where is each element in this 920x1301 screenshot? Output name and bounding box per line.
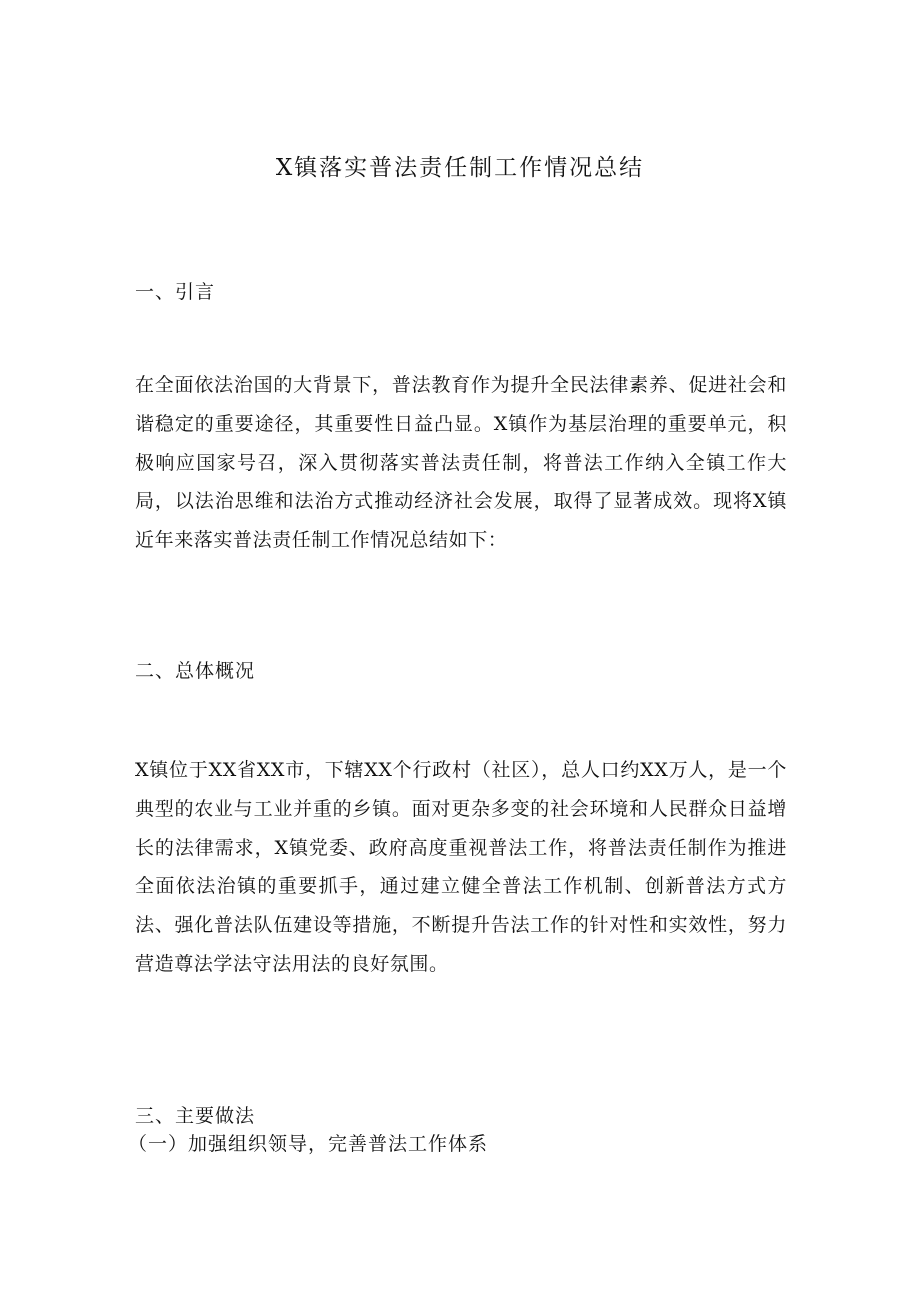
section-heading-overview: 二、总体概况 [135, 660, 256, 682]
section-heading-main-practices: 三、主要做法 [135, 1105, 256, 1127]
section-paragraph-overview: X镇位于XX省XX市，下辖XX个行政村（社区），总人口约XX万人，是一个典型的农业与工业并重的乡镇。面对更杂多变的社会环境和人民群众日益增长的法律需求，X镇党委、政府高度重视普法工作，将普法责任制作为推进全面依法治镇的重要抓手，通过建立健全普法工作机制、创新普法方式方法、强化普法队伍建设等措施，不断提升告法工作的针对性和实效性，努力营造尊法学法守法用法的良好氛围。 [135, 759, 787, 975]
document-title: X镇落实普法责任制工作情况总结 [275, 155, 645, 181]
section-subheading-organization: （一）加强组织领导，完善普法工作体系 [128, 1133, 489, 1155]
section-paragraph-introduction: 在全面依法治国的大背景下，普法教育作为提升全民法律素养、促进社会和谐稳定的重要途径，其重要性日益凸显。X镇作为基层治理的重要单元，积极响应国家号召，深入贯彻落实普法责任制，将普法工作纳入全镇工作大局，以法治思维和法治方式推动经济社会发展，取得了显著成效。现将X镇近年来落实普法责任制工作情况总结如下： [135, 374, 787, 552]
section-heading-introduction: 一、引言 [135, 281, 216, 303]
